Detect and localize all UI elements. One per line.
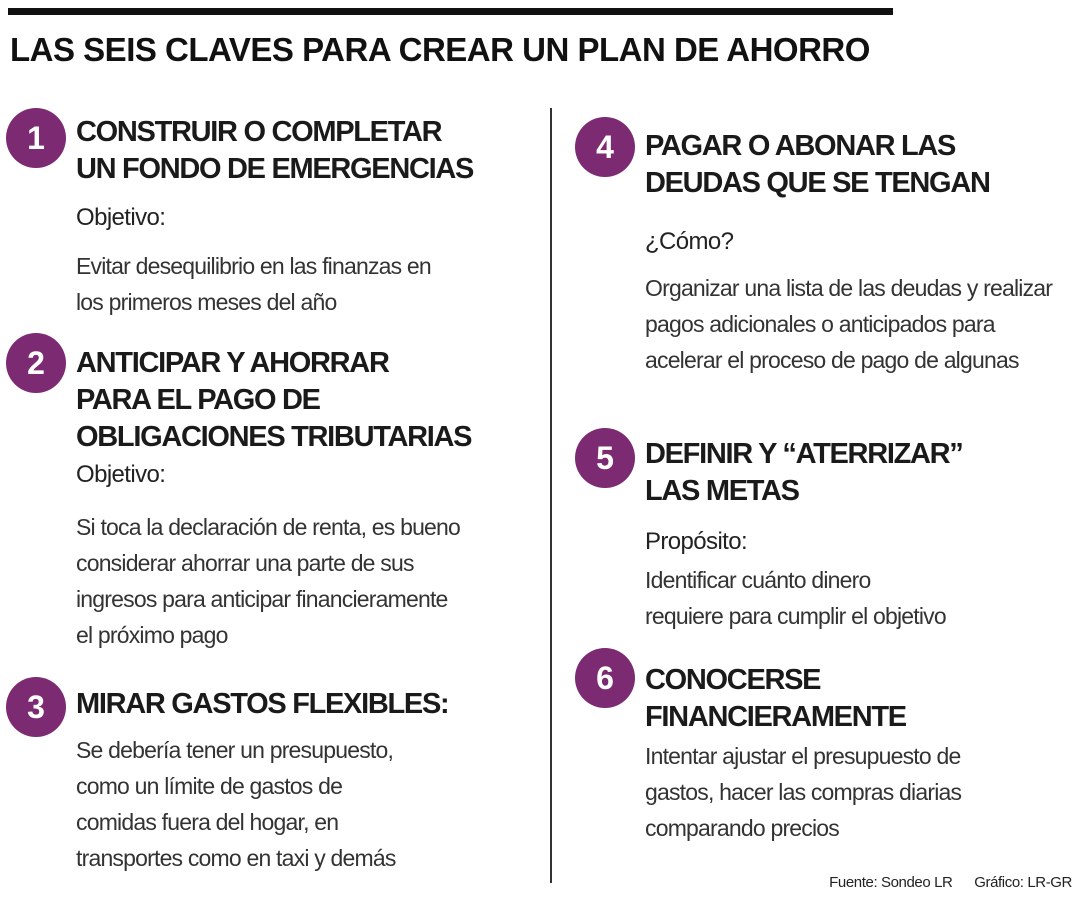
item-body: Se debería tener un presupuesto, como un límite de gastos de comidas fuera del hogar, en transportes como en taxi y demás: [76, 737, 396, 871]
source-credit: Fuente: Sondeo LR: [829, 874, 953, 891]
item-heading: PAGAR O ABONAR LAS DEUDAS QUE SE TENGAN: [645, 130, 990, 199]
item-heading: CONSTRUIR O COMPLETAR UN FONDO DE EMERGENCIAS: [76, 116, 474, 185]
item-label: Objetivo:: [76, 204, 166, 231]
item-label: Propósito:: [645, 528, 748, 555]
graphic-credit: Gráfico: LR-GR: [974, 874, 1072, 891]
item-heading: CONOCERSE FINANCIERAMENTE: [645, 664, 906, 733]
top-rule: [8, 8, 893, 15]
item-label: ¿Cómo?: [645, 228, 734, 255]
item-heading: ANTICIPAR Y AHORRAR PARA EL PAGO DE OBLIGACIONES TRIBUTARIAS: [76, 347, 472, 453]
item-body: Intentar ajustar el presupuesto de gastos, hacer las compras diarias comparando precios: [645, 743, 962, 841]
item-heading: MIRAR GASTOS FLEXIBLES:: [76, 688, 449, 720]
number-badge: 4: [575, 117, 635, 177]
number-badge: 2: [6, 333, 66, 393]
item-body: Si toca la declaración de renta, es bueno considerar ahorrar una parte de sus ingresos para anticipar financieramente el próximo pago: [76, 514, 461, 648]
page-title: LAS SEIS CLAVES PARA CREAR UN PLAN DE AHORRO: [10, 31, 870, 68]
number-badge: 3: [6, 677, 66, 737]
credits-footer: [829, 874, 1072, 891]
item-label: Objetivo:: [76, 461, 166, 488]
number-badge: 6: [575, 648, 635, 708]
item-body: Evitar desequilibrio en las finanzas en los primeros meses del año: [76, 253, 431, 315]
number-badge: 1: [6, 108, 66, 168]
number-badge: 5: [575, 428, 635, 488]
item-heading: DEFINIR Y “ATERRIZAR” LAS METAS: [645, 438, 963, 507]
column-divider: [550, 108, 552, 883]
item-body: Identificar cuánto dinero requiere para cumplir el objetivo: [645, 567, 946, 629]
item-body: Organizar una lista de las deudas y realizar pagos adicionales o anticipados para acelerar el proceso de pago de algunas: [645, 275, 1053, 373]
